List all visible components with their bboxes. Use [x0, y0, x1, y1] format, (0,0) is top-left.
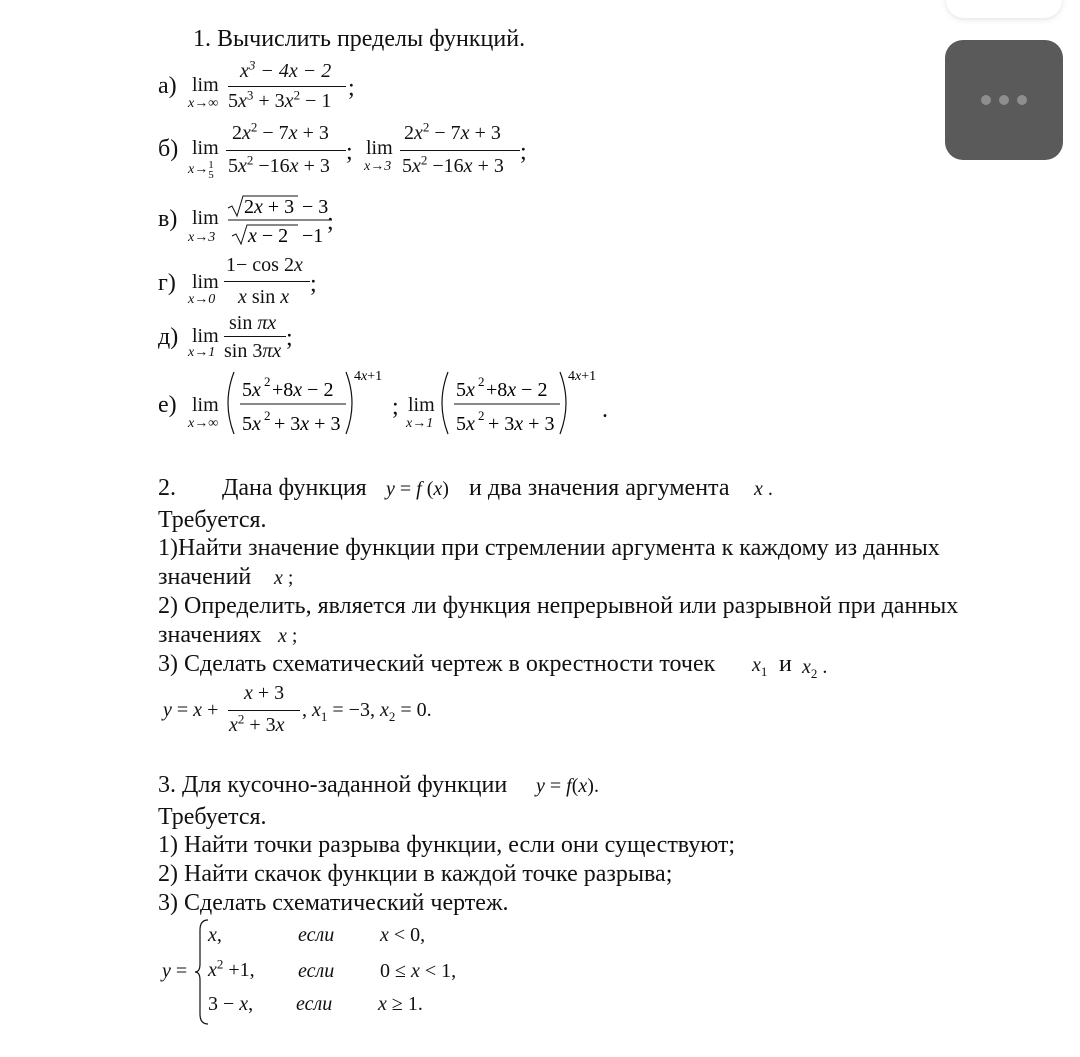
paren-fraction-e2 [436, 366, 606, 440]
lim-b2: lim [366, 137, 393, 159]
tail-b: ; [520, 139, 527, 165]
task2-formula-values: , $x_1 = -3$, $x_2 = 0$. [302, 699, 432, 724]
task2-number: 2. [158, 475, 176, 501]
denominator-g: x sin x [238, 286, 290, 308]
svg-text:2x + 3: 2x + 3 [244, 196, 295, 218]
task3-func: y = f(x). [536, 775, 599, 797]
fraction-v [226, 192, 338, 248]
overlay-top-card [946, 0, 1062, 18]
svg-text:+8x − 2: +8x − 2 [486, 379, 548, 401]
item-label-b: б) [158, 136, 179, 162]
lim-sub-e2: x→1 [406, 416, 434, 431]
task2-point1-a: 1)Найти значение функции при стремлении аргумента к каждому из данных [158, 535, 940, 561]
piece2-cond: 0 ≤ x < 1, [380, 960, 457, 982]
numerator-d: sin πx [229, 312, 277, 334]
task2-point2-b: значениях [158, 622, 262, 648]
tail-v: ; [327, 209, 334, 235]
svg-text:5x: 5x [242, 413, 261, 435]
item-label-a: а) [158, 73, 177, 99]
piecewise-lhs: y = [162, 960, 188, 982]
task2-point1-b: значений [158, 564, 252, 590]
lim-sub-b1: x→1 5 [188, 159, 214, 181]
task1-heading: 1. Вычислить пределы функций. [193, 26, 526, 52]
numerator-b1: $2x^2 - 7x + 3$ [232, 119, 329, 144]
svg-text:+ 3x + 3: + 3x + 3 [488, 413, 555, 435]
denominator-b1: $5x^2 -16x + 3$ [228, 152, 330, 177]
lim-sub-e1: x→∞ [188, 416, 219, 431]
svg-text:5x: 5x [242, 379, 261, 401]
numerator-g: 1− cos 2x [226, 254, 303, 276]
tail-a: ; [348, 75, 355, 101]
tail-g: ; [310, 271, 317, 297]
denominator-d: sin 3πx [224, 340, 282, 362]
lim-g: lim [192, 271, 219, 293]
lim-b1: lim [192, 137, 219, 159]
svg-text:5x: 5x [456, 413, 475, 435]
task2-point3: 3) Сделать схематический чертеж в окрестности точек [158, 651, 716, 677]
task3-point2: 2) Найти скачок функции в каждой точке разрыва; [158, 861, 673, 887]
task2-point2-x: x ; [278, 625, 298, 647]
svg-text:2: 2 [478, 374, 485, 389]
task2-and: и [779, 651, 792, 677]
more-dots-icon [981, 95, 991, 105]
fraction-bar-b1 [226, 150, 346, 151]
task2-intro2: и два значения аргумента [469, 475, 730, 501]
piece1-if: если [298, 924, 335, 946]
svg-text:4x+1: 4x+1 [354, 369, 383, 384]
svg-text:4x+1: 4x+1 [568, 369, 597, 384]
task2-func: y = f (x) [386, 478, 449, 500]
lim-sub-g: x→0 [188, 292, 216, 307]
lim-e1: lim [192, 394, 219, 416]
piece3-expr: 3 − x, [208, 993, 254, 1015]
item-label-e: е) [158, 392, 177, 418]
svg-text:2: 2 [264, 408, 271, 423]
lim-v: lim [192, 207, 219, 229]
lim-sub-b2: x→3 [364, 159, 392, 174]
svg-text:x − 2: x − 2 [248, 225, 289, 247]
item-label-d: д) [158, 324, 179, 350]
fraction-bar-a [228, 86, 346, 87]
piece2-expr: $x^2 +1$, [208, 956, 255, 981]
svg-text:− 3: − 3 [302, 196, 329, 218]
task2-formula-numerator: x + 3 [244, 682, 285, 704]
more-dots-icon [1017, 95, 1027, 105]
numerator-b2: $2x^2 - 7x + 3$ [404, 119, 501, 144]
piece1-expr: x, [208, 924, 222, 946]
svg-text:+ 3x + 3: + 3x + 3 [274, 413, 341, 435]
tail-e: . [602, 397, 608, 423]
lim-sub-d: x→1 [188, 345, 216, 360]
task3-point1: 1) Найти точки разрыва функции, если они существуют; [158, 832, 736, 858]
lim-a: lim [192, 74, 219, 96]
fraction-bar-g [224, 281, 310, 282]
task3-intro: 3. Для кусочно-заданной функции [158, 772, 508, 798]
lim-d: lim [192, 325, 219, 347]
task2-required: Требуется. [158, 507, 267, 533]
more-options-button[interactable] [945, 40, 1063, 160]
svg-text:+8x − 2: +8x − 2 [272, 379, 334, 401]
task3-required: Требуется. [158, 804, 267, 830]
task2-var-x: x . [754, 478, 773, 500]
task3-point3: 3) Сделать схематический чертеж. [158, 890, 509, 916]
task2-intro: Дана функция [222, 475, 367, 501]
sep-b: ; [346, 139, 353, 165]
task2-x1: $x_1$ [752, 654, 768, 679]
paren-fraction-e1 [222, 366, 392, 440]
piece1-cond: x < 0, [380, 924, 426, 946]
fraction-bar-b2 [400, 150, 520, 151]
task2-formula-lhs: y = x + [163, 699, 219, 721]
lim-sub-v: x→3 [188, 230, 216, 245]
svg-text:−1: −1 [302, 225, 324, 247]
more-dots-icon [999, 95, 1009, 105]
item-label-v: в) [158, 206, 178, 232]
svg-text:2: 2 [478, 408, 485, 423]
fraction-bar-d [224, 336, 286, 337]
svg-text:5x: 5x [456, 379, 475, 401]
svg-text:2: 2 [264, 374, 271, 389]
denominator-b2: $5x^2 -16x + 3$ [402, 152, 504, 177]
lim-e2: lim [408, 394, 435, 416]
task2-x2: $x_2$ . [802, 656, 828, 681]
numerator-a: $x^3 - 4x - 2$ [240, 57, 332, 82]
piece3-cond: x ≥ 1. [378, 993, 423, 1015]
piece3-if: если [296, 993, 333, 1015]
lim-sub-a: x→∞ [188, 96, 219, 111]
item-label-g: г) [158, 270, 176, 296]
task2-point2-a: 2) Определить, является ли функция непрерывной или разрывной при данных [158, 593, 959, 619]
tail-d: ; [286, 325, 293, 351]
task2-formula-denominator: $x^2 + 3x$ [229, 711, 285, 736]
task2-point1-x: x ; [274, 567, 294, 589]
denominator-a: $5x^3 + 3x^2 - 1$ [228, 87, 332, 112]
sep-e: ; [392, 394, 399, 420]
piece2-if: если [298, 960, 335, 982]
